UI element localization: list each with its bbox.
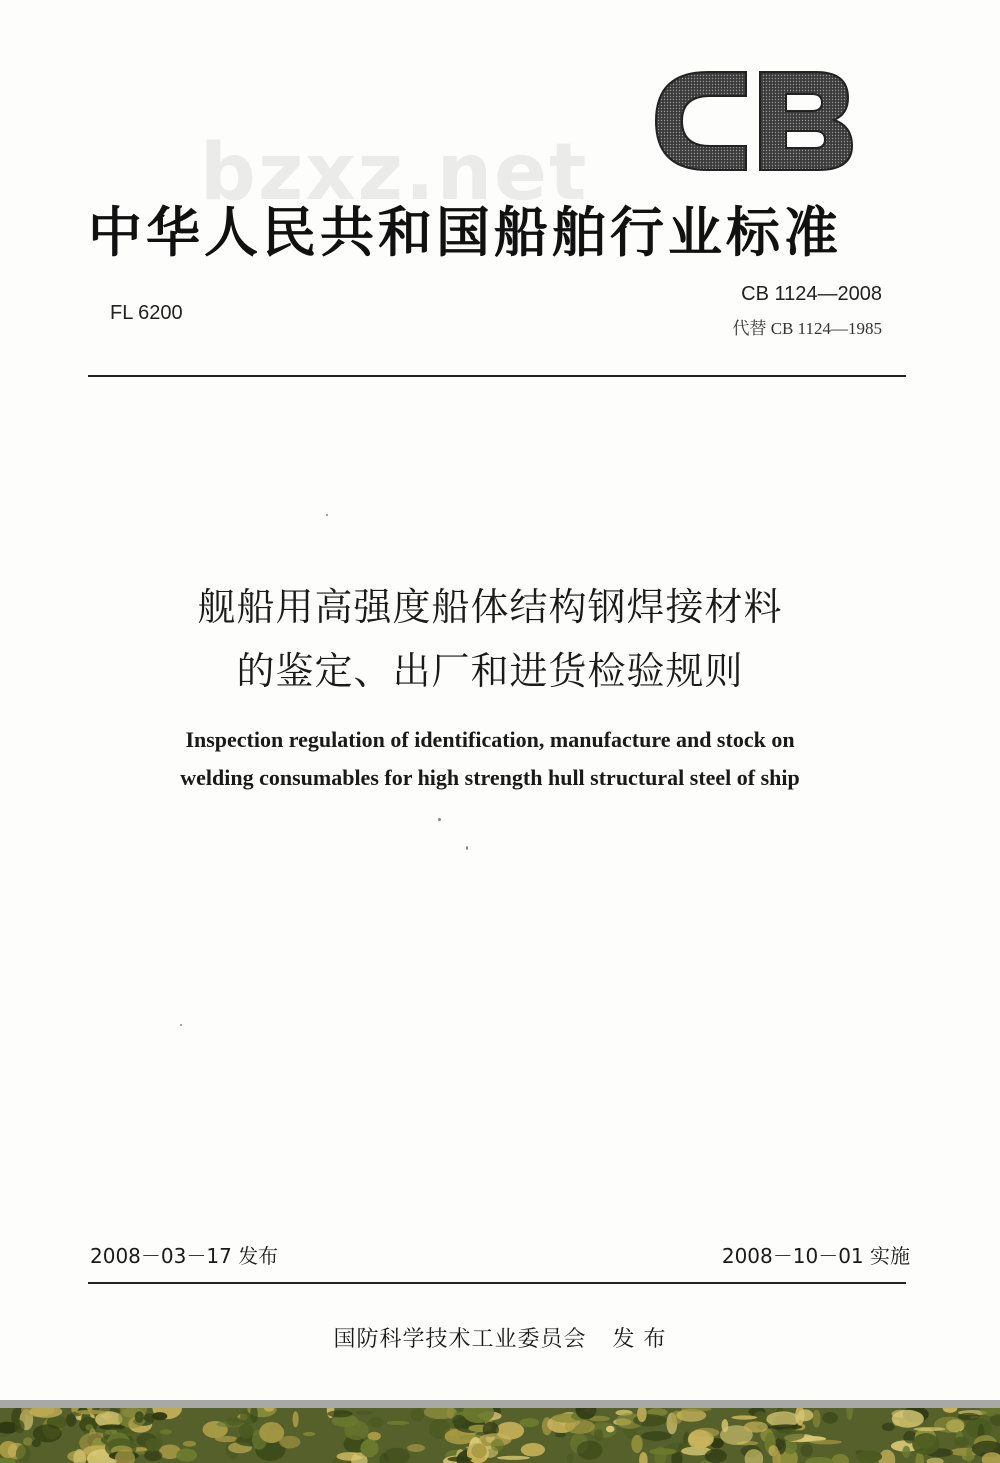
scan-speck [180, 1024, 182, 1026]
bottom-divider [88, 1282, 906, 1284]
foliage-blob [160, 1429, 172, 1434]
foliage-photo-strip [0, 1408, 1000, 1463]
foliage-blob [33, 1424, 62, 1442]
foliage-blob [293, 1411, 299, 1427]
foliage-blob [631, 1435, 642, 1453]
foliage-blob [387, 1421, 410, 1425]
chinese-title-line-2: 的鉴定、出厂和进货检验规则 [236, 649, 744, 693]
foliage-blob [16, 1445, 31, 1463]
foliage-blob [411, 1408, 425, 1421]
standard-category-title: 中华人民共和国船舶行业标准 [88, 201, 842, 264]
foliage-blob [152, 1412, 167, 1420]
issuer-name: 国防科学技术工业委员会 [333, 1327, 587, 1352]
english-title-line-1: Inspection regulation of identification, manufacture and stock on [185, 727, 795, 752]
foliage-blob [594, 1429, 603, 1441]
foliage-blob [360, 1439, 378, 1457]
standard-number: CB 1124—2008 [741, 283, 882, 305]
foliage-blob [882, 1423, 895, 1431]
foliage-blob [641, 1431, 672, 1441]
foliage-blob [801, 1444, 813, 1457]
replaces-standard: 代替 CB 1124—1985 [732, 319, 882, 338]
foliage-blob [156, 1434, 163, 1448]
foliage-blob [744, 1421, 768, 1432]
foliage-blob [407, 1444, 425, 1452]
foliage-blob [520, 1418, 540, 1427]
foliage-blob [491, 1439, 504, 1451]
foliage-blob [912, 1433, 939, 1455]
foliage-blob [958, 1413, 980, 1420]
foliage-blob [356, 1411, 374, 1415]
foliage-blob [606, 1426, 614, 1433]
foliage-blob [23, 1437, 33, 1446]
foliage-blob [731, 1415, 757, 1419]
foliage-blob [176, 1449, 197, 1462]
scan-speck [326, 514, 328, 516]
foliage-blob [954, 1437, 969, 1447]
foliage-blob [135, 1411, 144, 1423]
foliage-blob [688, 1430, 711, 1450]
foliage-blob [303, 1432, 315, 1436]
foliage-blob [902, 1446, 910, 1458]
foliage-blob [215, 1436, 238, 1442]
foliage-blob [822, 1412, 838, 1424]
foliage-blob [344, 1420, 368, 1440]
foliage-blob [76, 1410, 105, 1415]
foliage-blob [368, 1432, 381, 1441]
foliage-blob [453, 1415, 465, 1427]
foliage-blob [183, 1441, 196, 1447]
foliage-blob [471, 1444, 487, 1459]
foliage-blob [856, 1451, 882, 1463]
issuing-authority [0, 1322, 1000, 1353]
classification-code: FL 6200 [110, 302, 183, 324]
foliage-blob [913, 1427, 945, 1431]
foliage-blob [259, 1422, 284, 1443]
foliage-blob [497, 1456, 530, 1460]
foliage-blob [448, 1456, 472, 1461]
foliage-blob [577, 1441, 603, 1460]
foliage-blob [813, 1410, 821, 1428]
foliage-blob [649, 1448, 677, 1455]
foliage-blob [797, 1409, 813, 1421]
foliage-blob [226, 1417, 242, 1426]
foliage-blob [144, 1450, 162, 1461]
foliage-blob [567, 1454, 574, 1463]
foliage-blob [368, 1417, 384, 1428]
scan-speck [466, 846, 468, 850]
foliage-blob [810, 1440, 842, 1445]
scan-speck [438, 818, 441, 821]
foliage-blob [521, 1443, 545, 1456]
foliage-blob [15, 1420, 25, 1433]
issue-date: 2008－03－17 发布 [90, 1244, 279, 1268]
english-title-line-2: welding consumables for high strength hull structural steel of ship [180, 765, 800, 790]
cb-logo [648, 62, 858, 180]
watermark: bzxz.net [200, 128, 589, 218]
foliage-blob [555, 1432, 566, 1437]
issuer-action: 发 布 [612, 1327, 667, 1352]
page-edge-bar [0, 1400, 1000, 1408]
foliage-blob [705, 1449, 727, 1463]
foliage-blob [774, 1429, 804, 1442]
chinese-title-line-1: 舰船用高强度船体结构钢焊接材料 [197, 585, 783, 629]
implementation-date: 2008－10－01 实施 [721, 1244, 910, 1268]
top-divider [88, 375, 906, 377]
foliage-blob [327, 1410, 352, 1417]
foliage-blob [239, 1423, 253, 1438]
foliage-blob [892, 1410, 924, 1428]
